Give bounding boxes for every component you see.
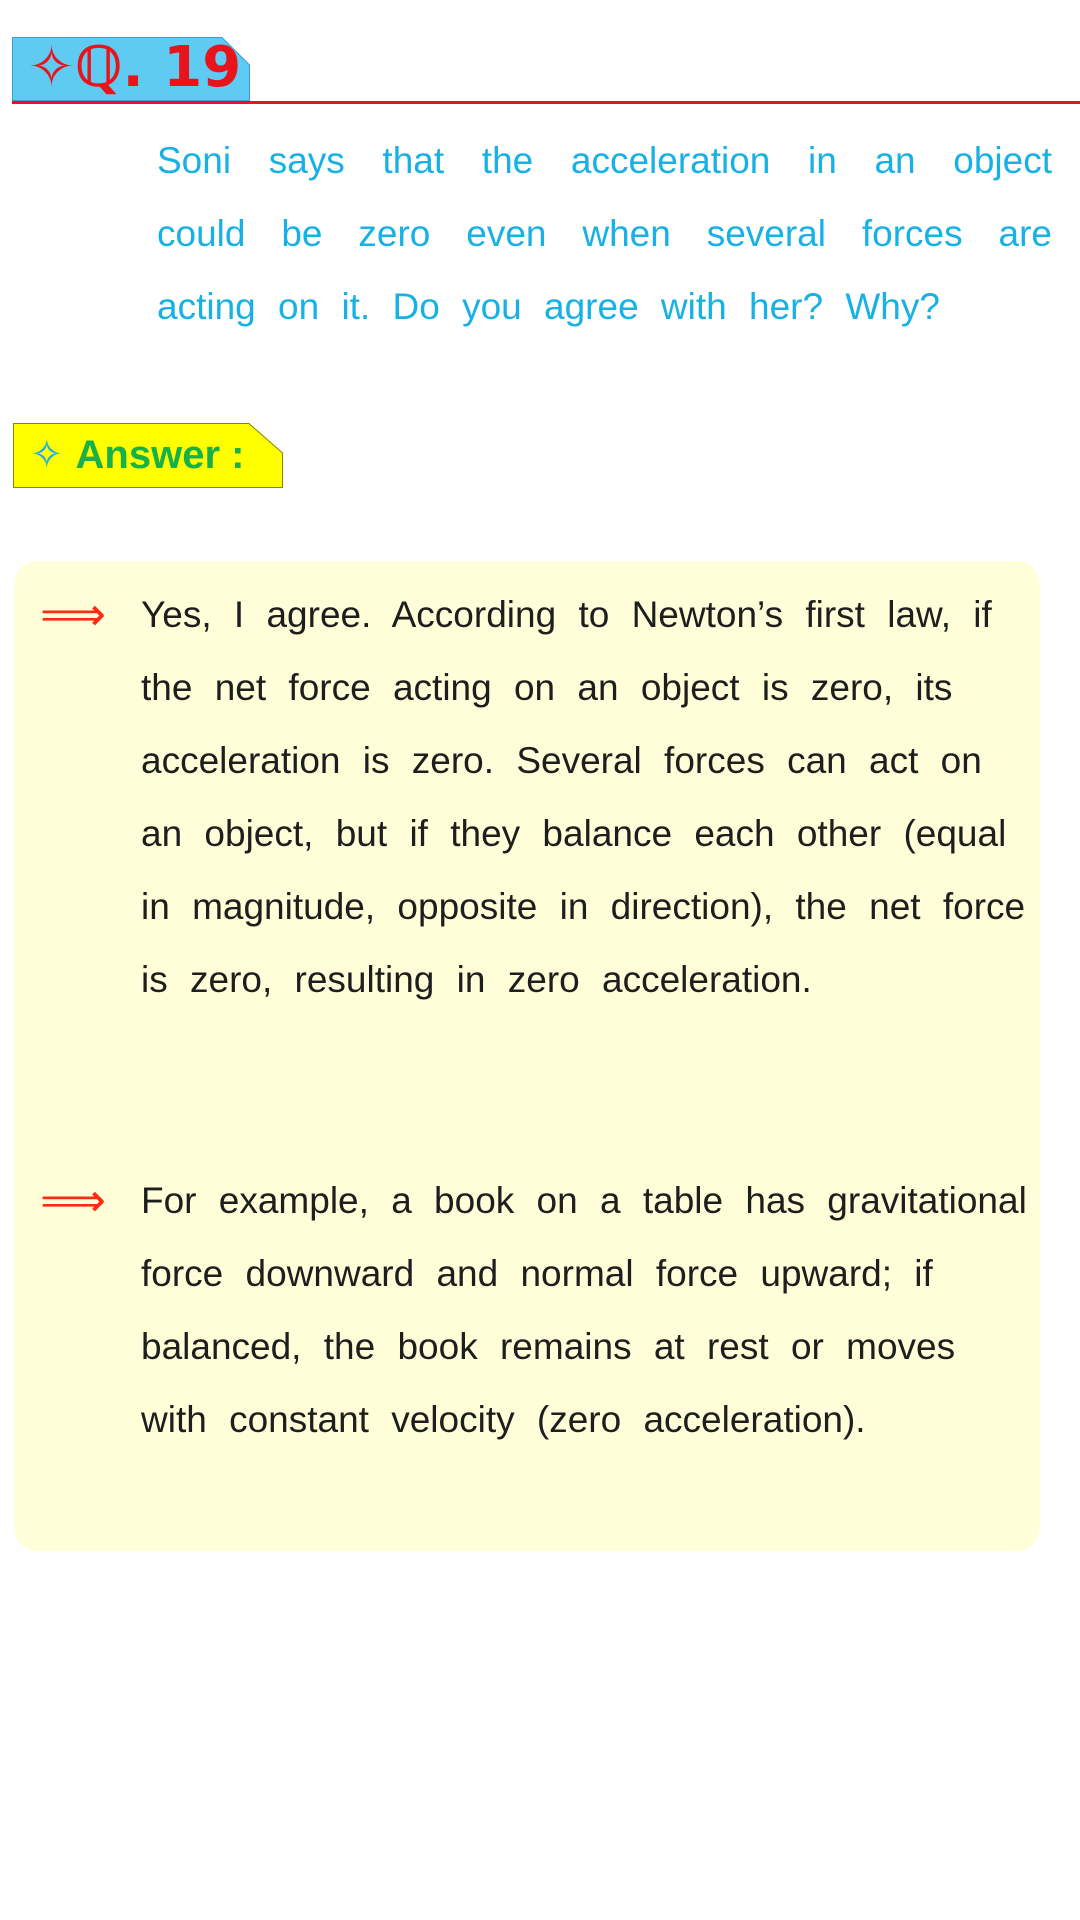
- arrow-icon: ⟹: [40, 1173, 106, 1227]
- arrow-icon: ⟹: [40, 587, 106, 641]
- question-text: Soni says that the acceleration in an object could be zero even when several forces are acting on it. Do you agree with her? Why?: [157, 140, 1052, 327]
- answer-point-1: Yes, I agree. According to Newton’s first law, if the net force acting on an object is zero, its acceleration is zero. Several forces can act on an object, but if they balance each other (equal in magnitude, opposite in direction), the net force is zero, resulting in zero acceleration.: [141, 594, 1026, 1000]
- question-divider: [12, 101, 1080, 104]
- answer-heading: [30, 423, 244, 488]
- star-icon: ✧: [30, 433, 64, 477]
- question-number: ✧ℚ. 19: [28, 35, 242, 100]
- answer-label: Answer :: [75, 433, 245, 477]
- answer-point-2: For example, a book on a table has gravitational force downward and normal force upward; if balanced, the book remains at rest or moves with constant velocity (zero acceleration).: [141, 1180, 1027, 1440]
